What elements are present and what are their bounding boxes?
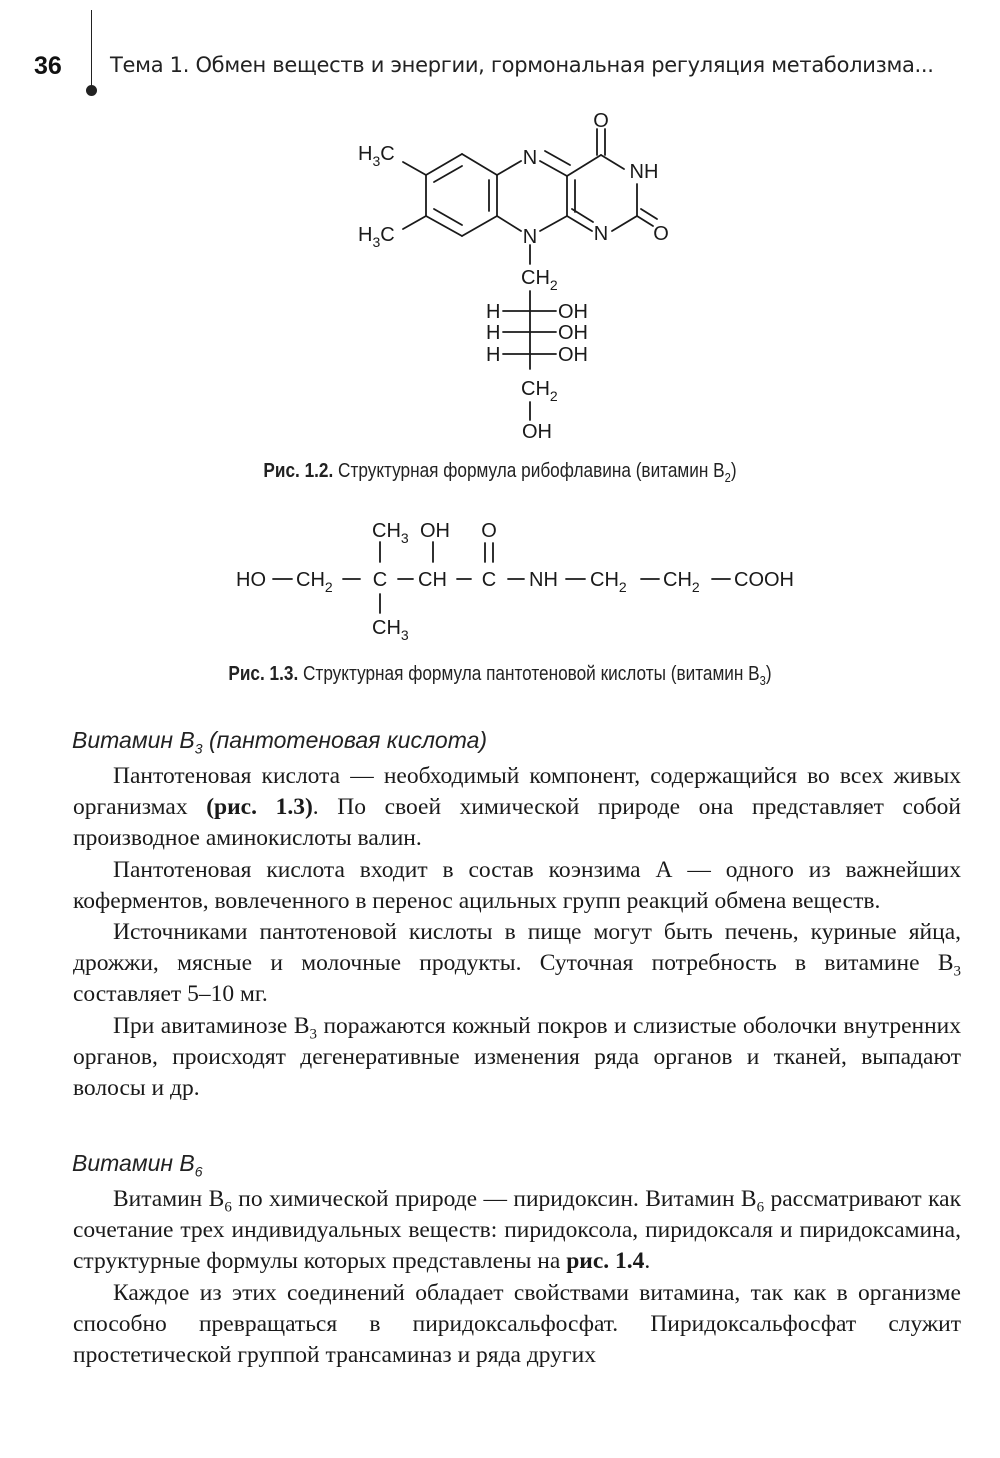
- paragraph-b3-sources: Источниками пантотеновой кислоты в пище могут быть печень, куриные яйца, дрожжи, мясные и молочные продукты. Суточная потребность в витамине $B_3$ составляет 5–10 мг.: [73, 919, 961, 1008]
- paragraph-b3-coenzyme-a: Пантотеновая кислота входит в состав коэнзима А — одного из важнейших коферментов, вовлеченного в перенос ацильных групп реакций обмена веществ.: [73, 856, 961, 914]
- atom-h-3: H: [486, 344, 501, 366]
- atom-oh-3: OH: [558, 344, 588, 366]
- figure-1-2-label: Рис. 1.2.: [263, 460, 334, 482]
- section-body-vitamin-b3: [73, 761, 961, 1104]
- paragraph-b3-deficiency: При авитаминозе $B_3$ поражаются кожный покров и слизистые оболочки внутренних органов, происходят дегенеративные изменения ряда органов и тканей, выпадают волосы и др.: [73, 1012, 961, 1102]
- atom-nh: NH: [629, 161, 659, 183]
- figure-riboflavin: [0, 0, 1000, 500]
- atom-ho: HO: [236, 569, 266, 591]
- pantothenic-acid-structure: [0, 515, 1000, 650]
- figure-pantothenic-acid: [0, 515, 1000, 700]
- section-body-vitamin-b6: [73, 1184, 961, 1371]
- riboflavin-structure: [0, 0, 1000, 450]
- atom-o-carbonyl: O: [481, 520, 497, 542]
- ch2-lower: $CH_2$: [521, 378, 558, 404]
- section-heading-vitamin-b6: Витамин $B_6$: [72, 1150, 203, 1180]
- figure-1-3-label: Рис. 1.3.: [228, 663, 299, 685]
- paragraph-b6-pyridoxine: Витамин $B_6$ по химической природе — пиридоксин. Витамин $B_6$ рассматривают как сочетание трех индивидуальных веществ: пиридоксола, пиридоксаля и пиридоксамина, структурные формулы которых представлены на рис. 1.4.: [73, 1186, 961, 1275]
- atom-n-upper: N: [522, 147, 538, 169]
- ch3-top: $CH_3$: [372, 520, 409, 546]
- figure-reference: (рис. 1.3): [206, 794, 313, 821]
- atom-c-carbonyl: C: [481, 569, 497, 591]
- figure-reference: рис. 1.4: [566, 1248, 645, 1275]
- figure-1-3-caption: Рис. 1.3. Структурная формула пантотеновой кислоты (витамин $B_3$): [228, 663, 772, 688]
- ch2-first: $CH_2$: [296, 569, 333, 595]
- methyl-upper: $H_3C$: [358, 143, 395, 169]
- ch2-upper: $CH_2$: [521, 267, 558, 293]
- atom-o-top: O: [593, 110, 609, 132]
- atom-oh-2: OH: [558, 322, 588, 344]
- running-title: Тема 1. Обмен веществ и энергии, гормональная регуляция метаболизма...: [110, 53, 934, 77]
- paragraph-b6-pyridoxal-phosphate: Каждое из этих соединений обладает свойствами витамина, так как в организме способно превращаться в пиридоксальфосфат. Пиридоксальфосфат служит простетической группой трансаминаз и ряда других: [73, 1279, 961, 1369]
- ch3-bottom: $CH_3$: [372, 617, 409, 643]
- atom-n-ring: N: [522, 226, 538, 248]
- atom-c-quaternary: C: [372, 569, 388, 591]
- ch2-third: $CH_2$: [663, 569, 700, 595]
- ch2-second: $CH_2$: [590, 569, 627, 595]
- page-number: 36: [34, 52, 62, 80]
- atom-nh: NH: [529, 569, 558, 591]
- atom-oh-1: OH: [558, 301, 588, 323]
- figure-1-2-caption: Рис. 1.2. Структурная формула рибофлавина (витамин $B_2$): [263, 460, 737, 485]
- atom-cooh: COOH: [734, 569, 794, 591]
- atom-n-lower: N: [593, 223, 609, 245]
- section-heading-vitamin-b3: Витамин $B_3$ (пантотеновая кислота): [72, 727, 488, 757]
- atom-h-2: H: [486, 322, 501, 344]
- atom-h-1: H: [486, 301, 501, 323]
- atom-oh-top: OH: [420, 520, 450, 542]
- methyl-lower: $H_3C$: [358, 224, 395, 250]
- paragraph-b3-definition: Пантотеновая кислота — необходимый компонент, содержащийся во всех живых организмах (рис. 1.3). По своей химической природе она представляет собой производное аминокислоты валин.: [73, 763, 961, 852]
- atom-ch: CH: [418, 569, 447, 591]
- atom-o-right: O: [653, 223, 669, 245]
- atom-oh-terminal: OH: [522, 421, 552, 443]
